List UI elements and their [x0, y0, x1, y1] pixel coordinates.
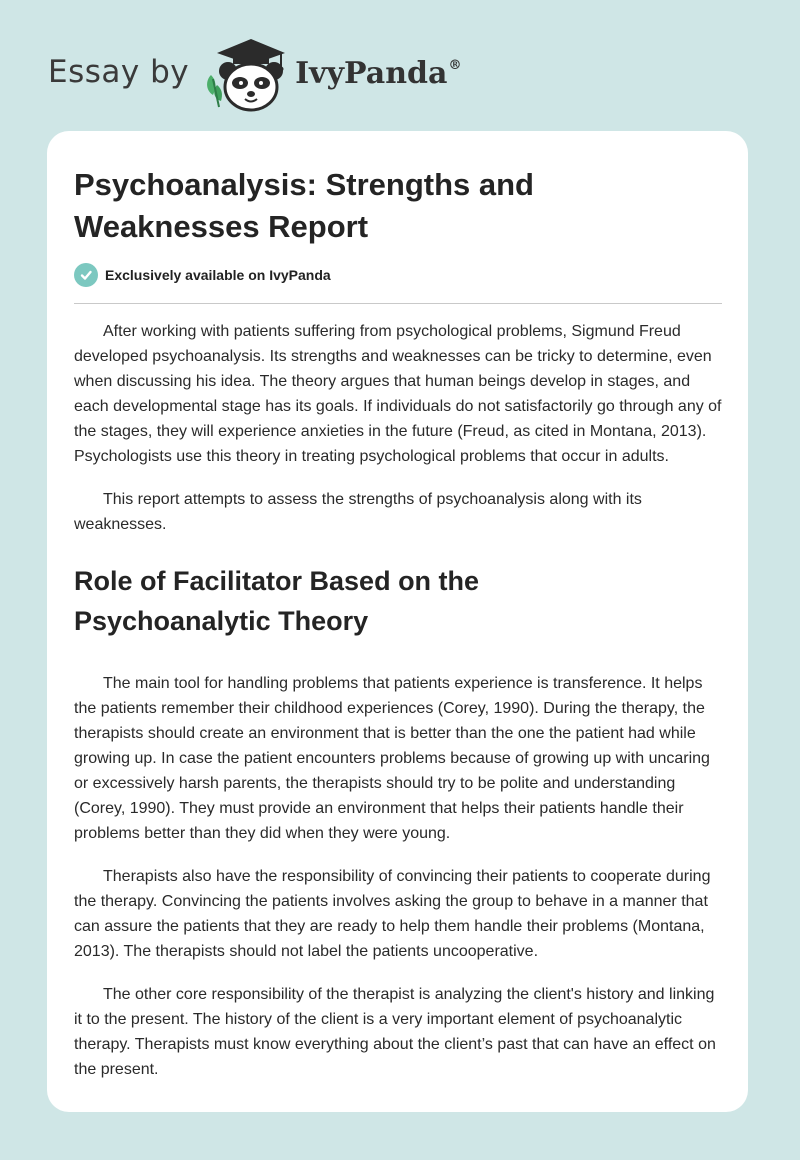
site-header	[48, 34, 461, 114]
paragraph: After working with patients suffering from psychological problems, Sigmund Freud developed psychoanalysis. Its strengths and weaknesses can be tricky to determine, even when discussing his idea. The theory argues that human beings develop in stages, and each developmental stage has its goals. If individuals do not satisfactorily go through any of the stages, they will experience anxieties in the future (Freud, as cited in Montana, 2013). Psychologists use this theory in treating psychological problems that occur in adults.	[74, 323, 722, 465]
brand-name[interactable]: IvyPanda®	[295, 55, 462, 91]
section-heading: Role of Facilitator Based on the Psychoanalytic Theory	[74, 566, 480, 636]
leaf-icon	[207, 75, 222, 107]
panda-logo-icon[interactable]	[203, 35, 291, 113]
article-body	[74, 319, 724, 1100]
page-title: Psychoanalysis: Strengths and Weaknesses Report	[74, 167, 534, 244]
essay-card	[47, 131, 748, 1112]
paragraph: Therapists also have the responsibility of convincing their patients to cooperate during the therapy. Convincing the patients involves asking the group to behave in a manner that can assure the patients that they are ready to help them handle their problems (Montana, 2013). The therapists should not label the patients uncooperative.	[74, 868, 711, 960]
exclusive-badge	[74, 263, 331, 287]
paragraph: The main tool for handling problems that patients experience is transference. It helps the patients remember their childhood experiences (Corey, 1990). During the therapy, the therapists should create an environment that is better than the one the patient had while growing up. In case the patient encounters problems because of growing up with uncaring or excessively harsh parents, the therapists should try to be polite and understanding (Corey, 1990). They must provide an environment that helps their patients handle their problems better than they did when they were young.	[74, 675, 710, 842]
paragraph: This report attempts to assess the strengths of psychoanalysis along with its weaknesses.	[74, 491, 642, 533]
registered-mark: ®	[448, 57, 462, 73]
checkmark-icon	[74, 263, 98, 287]
badge-text: Exclusively available on IvyPanda	[105, 267, 331, 283]
divider	[74, 303, 722, 304]
paragraph: The other core responsibility of the therapist is analyzing the client's history and linking it to the present. The history of the client is a very important element of psychoanalytic therapy. Therapists must know everything about the client’s past that can have an effect on the present.	[74, 986, 716, 1078]
essay-by-label: Essay by	[48, 54, 190, 90]
